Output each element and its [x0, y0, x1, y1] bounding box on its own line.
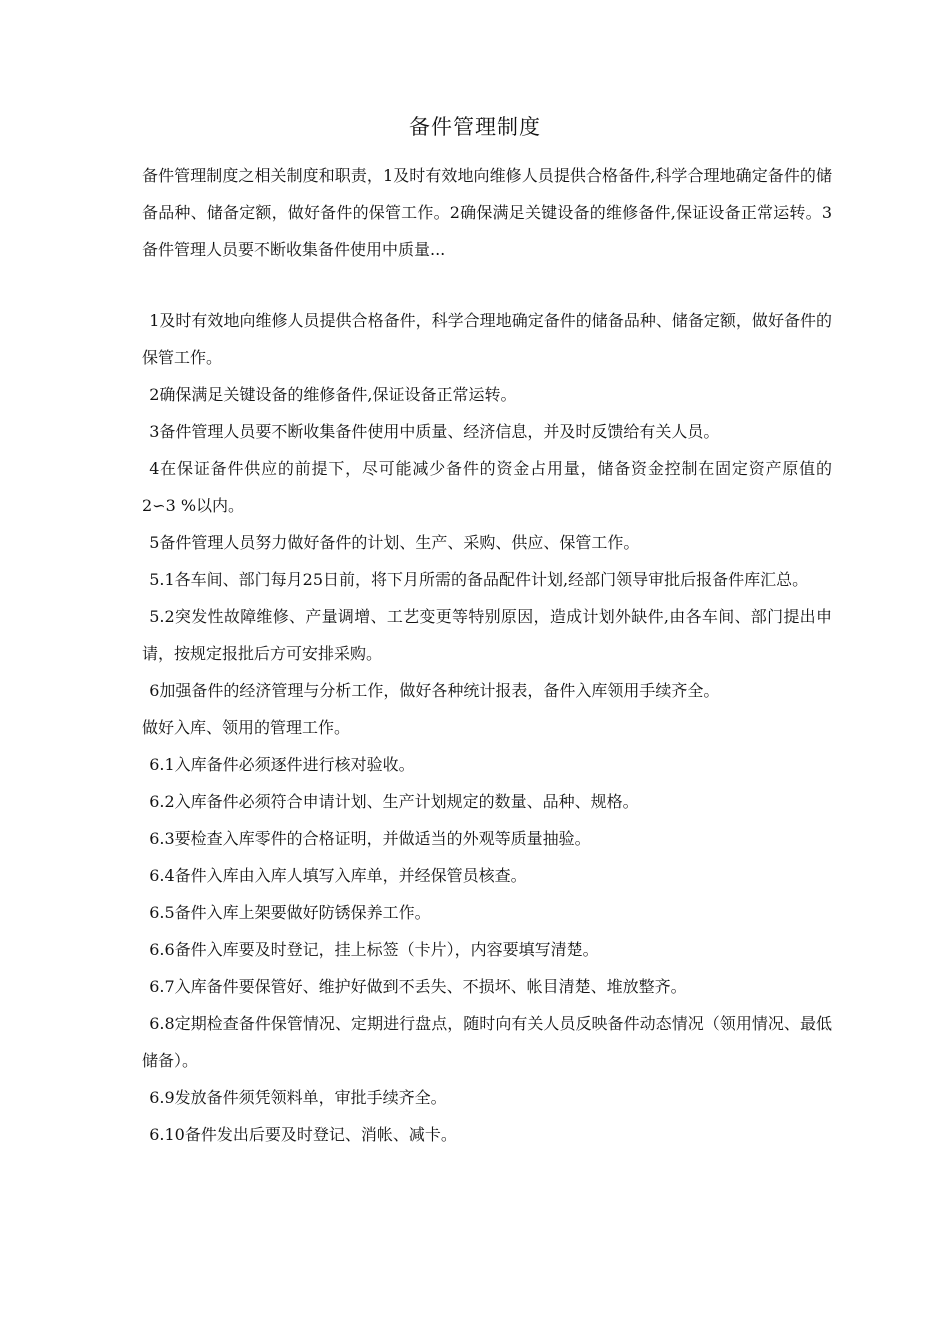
- document-body: [142, 302, 832, 1153]
- paragraph-6-8: 6.8定期检查备件保管情况、定期进行盘点，随时向有关人员反映备件动态情况（领用情况、最低储备）。: [142, 1014, 832, 1070]
- paragraph-6: 6加强备件的经济管理与分析工作，做好各种统计报表，备件入库领用手续齐全。: [149, 681, 720, 700]
- paragraph-6-5: 6.5备件入库上架要做好防锈保养工作。: [149, 903, 431, 922]
- paragraph-4: 4在保证备件供应的前提下，尽可能减少备件的资金占用量，储备资金控制在固定资产原值的2∽3 %以内。: [142, 459, 832, 515]
- paragraph-2: 2确保满足关键设备的维修备件,保证设备正常运转。: [149, 385, 517, 404]
- document-title: 备件管理制度: [409, 115, 541, 139]
- paragraph-6-7: 6.7入库备件要保管好、维护好做到不丢失、不损坏、帐目清楚、堆放整齐。: [149, 977, 687, 996]
- paragraph-6-9: 6.9发放备件须凭领料单，审批手续齐全。: [149, 1088, 447, 1107]
- intro-paragraph: 备件管理制度之相关制度和职责，1及时有效地向维修人员提供合格备件,科学合理地确定备件的储备品种、储备定额，做好备件的保管工作。2确保满足关键设备的维修备件,保证设备正常运转。3备件管理人员要不断收集备件使用中质量...: [142, 166, 832, 259]
- paragraph-1: 1及时有效地向维修人员提供合格备件，科学合理地确定备件的储备品种、储备定额，做好备件的保管工作。: [142, 311, 832, 367]
- paragraph-6-3: 6.3要检查入库零件的合格证明，并做适当的外观等质量抽验。: [149, 829, 591, 848]
- paragraph-6-6: 6.6备件入库要及时登记，挂上标签（卡片），内容要填写清楚。: [149, 940, 599, 959]
- paragraph-5-1: 5.1各车间、部门每月25日前，将下月所需的备品配件计划,经部门领导审批后报备件库汇总。: [149, 570, 809, 589]
- paragraph-3: 3备件管理人员要不断收集备件使用中质量、经济信息，并及时反馈给有关人员。: [149, 422, 720, 441]
- paragraph-5: 5备件管理人员努力做好备件的计划、生产、采购、供应、保管工作。: [149, 533, 640, 552]
- paragraph-5-2: 5.2突发性故障维修、产量调增、工艺变更等特别原因，造成计划外缺件,由各车间、部门提出申请，按规定报批后方可安排采购。: [142, 607, 832, 663]
- paragraph-6-4: 6.4备件入库由入库人填写入库单，并经保管员核查。: [149, 866, 527, 885]
- paragraph-6-10: 6.10备件发出后要及时登记、消帐、减卡。: [149, 1125, 457, 1144]
- paragraph-6-subheading: 做好入库、领用的管理工作。: [142, 718, 351, 737]
- paragraph-6-1: 6.1入库备件必须逐件进行核对验收。: [149, 755, 415, 774]
- paragraph-6-2: 6.2入库备件必须符合申请计划、生产计划规定的数量、品种、规格。: [149, 792, 639, 811]
